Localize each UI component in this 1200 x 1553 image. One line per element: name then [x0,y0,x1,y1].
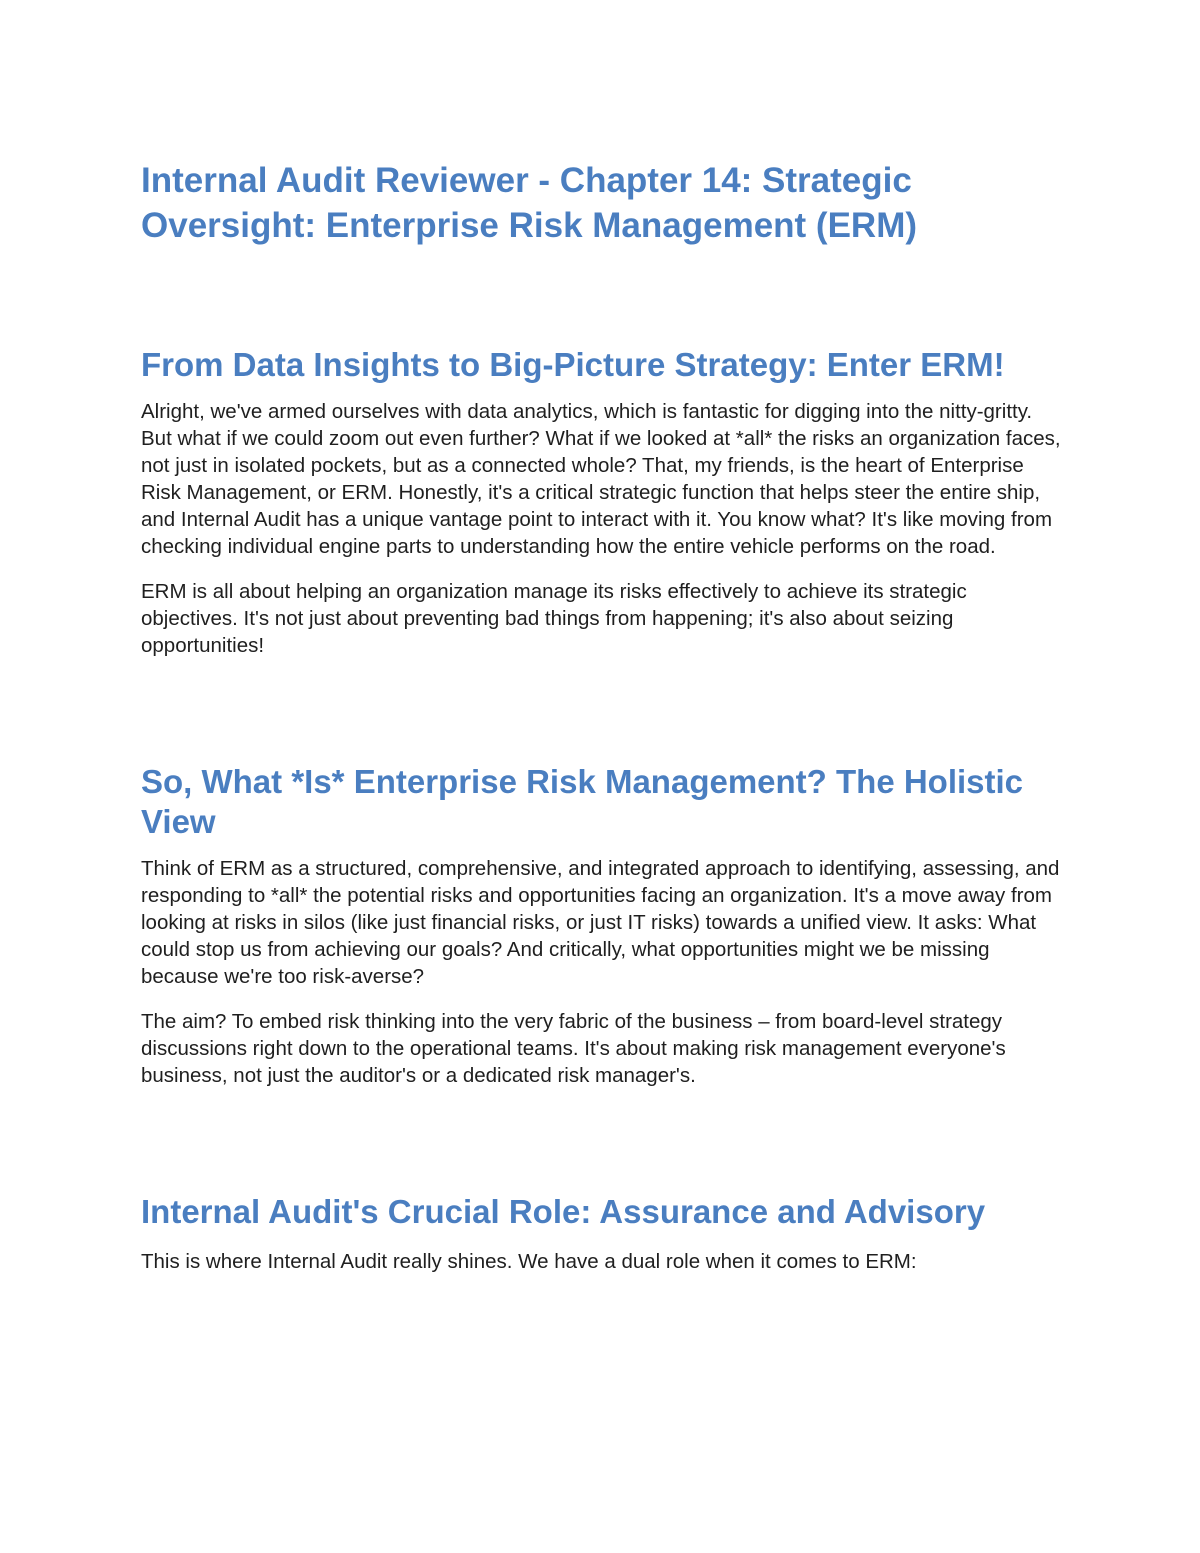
section-paragraph: Think of ERM as a structured, comprehensive, and integrated approach to identifying, assessing, and responding to *all* the potential risks and opportunities facing an organization. It's a move away from looking at risks in silos (like just financial risks, or just IT risks) towards a unified view. It asks: What could stop us from achieving our goals? And critically, what opportunities might we be missing because we're too risk-averse? [141,857,1060,988]
section-paragraph: Alright, we've armed ourselves with data analytics, which is fantastic for digging into the nitty-gritty. But what if we could zoom out even further? What if we looked at *all* the risks an organization faces, not just in isolated pockets, but as a connected whole? That, my friends, is the heart of Enterprise Risk Management, or ERM. Honestly, it's a critical strategic function that helps steer the entire ship, and Internal Audit has a unique vantage point to interact with it. You know what? It's like moving from checking individual engine parts to understanding how the entire vehicle performs on the road. [141,400,1061,558]
section-heading-erm-intro: From Data Insights to Big-Picture Strategy: Enter ERM! [141,346,1005,383]
document-title: Internal Audit Reviewer - Chapter 14: Strategic Oversight: Enterprise Risk Management (ERM) [141,161,917,245]
section-paragraph: This is where Internal Audit really shines. We have a dual role when it comes to ERM: [141,1250,917,1273]
section-heading-internal-audit-role: Internal Audit's Crucial Role: Assurance and Advisory [141,1193,986,1230]
document-body [141,158,1061,1275]
section-paragraph: The aim? To embed risk thinking into the very fabric of the business – from board-level strategy discussions right down to the operational teams. It's about making risk management everyone's business, not just the auditor's or a dedicated risk manager's. [141,1010,1006,1087]
section-heading-what-is-erm: So, What *Is* Enterprise Risk Management? The Holistic View [141,763,1024,840]
section-paragraph: ERM is all about helping an organization manage its risks effectively to achieve its strategic objectives. It's not just about preventing bad things from happening; it's also about seizing opportunities! [141,580,967,657]
